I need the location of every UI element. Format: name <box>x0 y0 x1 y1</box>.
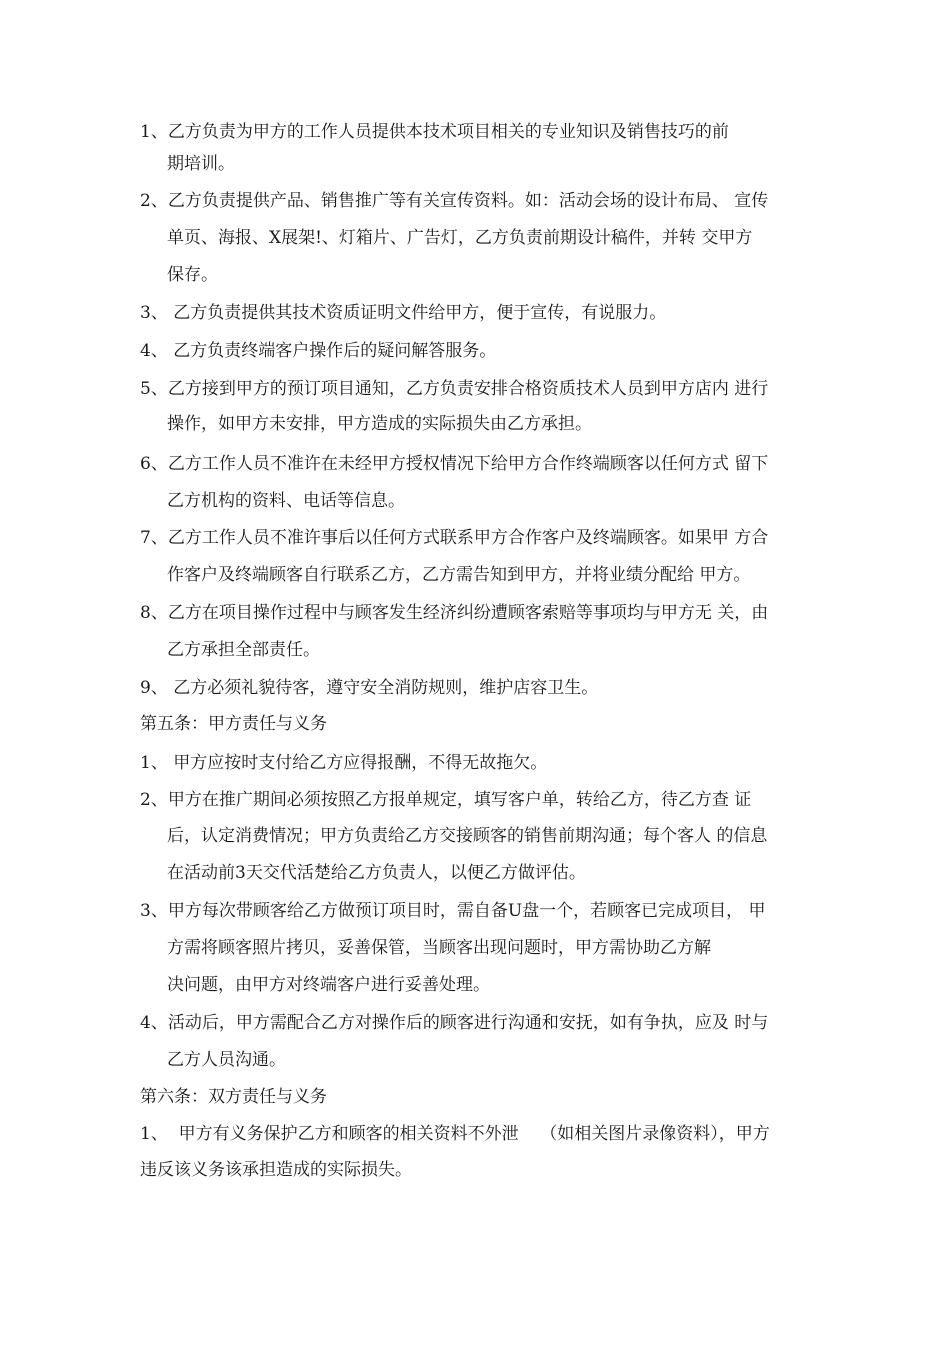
pa-item4-line2: 乙方人员沟通。 <box>167 1050 286 1070</box>
pa-item3-line1: 3、甲方每次带顾客给乙方做预订项目时，需自备U盘一个，若顾客已完成项目， 甲 <box>140 901 766 921</box>
heading-article-6: 第六条：双方责任与义务 <box>140 1087 327 1107</box>
s5-item5-line2: 操作，如甲方未安排，甲方造成的实际损失由乙方承担。 <box>167 414 592 434</box>
s5-item6-line2: 乙方机构的资料、电话等信息。 <box>167 491 405 511</box>
pa-item2-line2: 后，认定消费情况；甲方负责给乙方交接顾客的销售前期沟通；每个客人 的信息 <box>167 826 768 846</box>
s5-item8-line2: 乙方承担全部责任。 <box>167 640 320 660</box>
s5-item6-line1: 6、乙方工作人员不准许在未经甲方授权情况下给甲方合作终端顾客以任何方式 留下 <box>140 454 769 474</box>
s5-item1-line2: 期培训。 <box>167 154 235 174</box>
pa-item4-line1: 4、活动后，甲方需配合乙方对操作后的顾客进行沟通和安抚，如有争执，应及 时与 <box>140 1013 769 1033</box>
pa-item2-line3: 在活动前3天交代活楚给乙方负责人，以便乙方做评估。 <box>167 863 586 883</box>
s5-item2-line2: 单页、海报、X展架!、灯箱片、广告灯，乙方负责前期设计稿件，并转 交甲方 <box>167 228 753 248</box>
both-item1-line2: 违反该义务该承担造成的实际损失。 <box>140 1160 412 1180</box>
s5-item7-line1: 7、乙方工作人员不准许事后以任何方式联系甲方合作客户及终端顾客。如果甲 方合 <box>140 528 769 548</box>
pa-item2-line1: 2、甲方在推广期间必须按照乙方报单规定，填写客户单，转给乙方，待乙方查 证 <box>140 790 752 810</box>
s5-item3-line1: 3、 乙方负责提供其技术资质证明文件给甲方，便于宣传，有说服力。 <box>140 303 667 323</box>
s5-item7-line2: 作客户及终端顾客自行联系乙方，乙方需告知到甲方，并将业绩分配给 甲方。 <box>167 565 751 585</box>
pa-item3-line2: 方需将顾客照片拷贝，妥善保管，当顾客出现问题时，甲方需协助乙方解 <box>167 938 711 958</box>
s5-item4-line1: 4、 乙方负责终端客户操作后的疑问解答服务。 <box>140 341 497 361</box>
s5-item2-line1: 2、乙方负责提供产品、销售推广等有关宣传资料。如：活动会场的设计布局、 宣传 <box>140 191 769 211</box>
pa-item3-line3: 决问题，由甲方对终端客户进行妥善处理。 <box>167 975 490 995</box>
s5-item2-line3: 保存。 <box>167 265 218 285</box>
s5-item9-line1: 9、 乙方必须礼貌待客，遵守安全消防规则，维护店容卫生。 <box>140 678 599 698</box>
heading-article-5: 第五条：甲方责任与义务 <box>140 714 327 734</box>
s5-item1-line1: 1、乙方负责为甲方的工作人员提供本技术项目相关的专业知识及销售技巧的前 <box>140 122 729 142</box>
s5-item8-line1: 8、乙方在项目操作过程中与顾客发生经济纠纷遭顾客索赔等事项均与甲方无 关，由 <box>140 603 769 623</box>
both-item1-line1: 1、 甲方有义务保护乙方和顾客的相关资料不外泄 （如相关图片录像资料），甲方 <box>140 1124 770 1144</box>
s5-item5-line1: 5、乙方接到甲方的预订项目通知，乙方负责安排合格资质技术人员到甲方店内 进行 <box>140 379 769 399</box>
pa-item1-line1: 1、 甲方应按时支付给乙方应得报酬，不得无故拖欠。 <box>140 753 548 773</box>
